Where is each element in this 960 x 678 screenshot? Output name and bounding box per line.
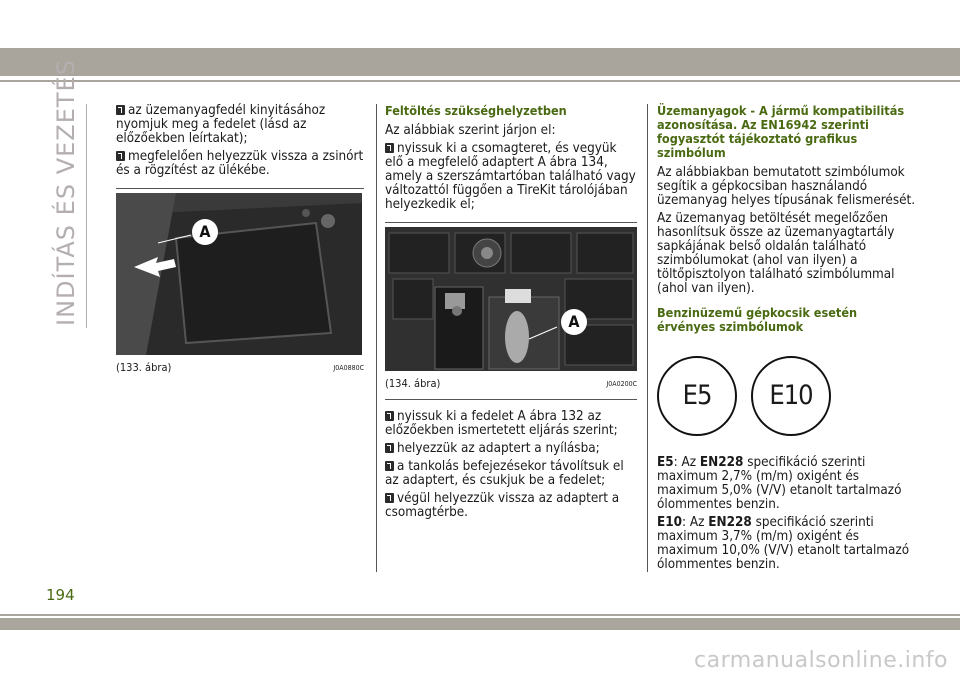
bullet-text: nyissuk ki a fedelet A ábra 132 az előzőekben ismertetett eljárás szerint; — [385, 409, 618, 438]
bottom-band — [0, 618, 960, 630]
bullet-text: megfelelően helyezzük vissza a zsinórt és a rögzítést az ülékébe. — [116, 149, 364, 178]
fuel-text: specifikáció szerinti maximum 2,7% (m/m) oxigént és maximum 5,0% (V/V) etanolt tartalmazó ólommentes benzin. — [657, 455, 902, 512]
e5-symbol: E5 — [657, 356, 737, 436]
page-number: 194 — [46, 586, 75, 604]
bullet-text: helyezzük az adaptert a nyílásba; — [397, 441, 600, 456]
checkbox-bullet-icon — [385, 493, 394, 503]
bullet-item — [116, 104, 364, 146]
standard-code: EN228 — [708, 515, 752, 530]
bullet-text: végül helyezzük vissza az adaptert a csomagtérbe. — [385, 491, 620, 520]
figure-caption: (133. ábra) — [116, 361, 172, 374]
column-1 — [116, 104, 364, 375]
watermark[interactable]: carmanualsonline.info — [694, 648, 948, 673]
section-heading: Feltöltés szükséghelyzetben — [385, 103, 567, 118]
column-2 — [385, 104, 637, 524]
bullet-item — [116, 150, 364, 178]
figure-133-image — [116, 193, 362, 355]
tool-box-illustration — [385, 227, 637, 371]
figure-134-image — [385, 227, 637, 371]
checkbox-bullet-icon — [385, 443, 394, 453]
bullet-item — [385, 410, 637, 438]
intro-text: Az alábbiak szerint járjon el: — [385, 123, 556, 138]
column-divider — [647, 104, 648, 572]
bullet-text: nyissuk ki a csomagteret, és vegyük elő a megfelelő adaptert A ábra 134, amely a szerszámtartóban található vagy változattól függően a TireKit tárolójában helyezkedik el; — [385, 141, 636, 212]
section-side-title: INDÍTÁS ÉS VEZETÉS — [52, 59, 80, 326]
checkbox-bullet-icon — [385, 411, 394, 421]
fuel-text: specifikáció szerinti maximum 3,7% (m/m) oxigént és maximum 10,0% (V/V) etanolt tartalmazó ólommentes benzin. — [657, 515, 910, 572]
e5-description — [657, 456, 919, 512]
paragraph: Az üzemanyag betöltését megelőzően hasonlítsuk össze az üzemanyagtartály sapkájának belső oldalán található szimbólumokat (ahol van ilyen) a töltőpisztolyon található szimbólummal (ahol van ilyen). — [657, 211, 895, 296]
bullet-item — [385, 142, 637, 212]
side-title-rule — [86, 104, 87, 328]
checkbox-bullet-icon — [116, 105, 125, 115]
trunk-side-panel-illustration — [116, 193, 362, 355]
standard-code: EN228 — [699, 455, 744, 470]
checkbox-bullet-icon — [385, 143, 394, 153]
bullet-text: az üzemanyagfedél kinyitásához nyomjuk meg a fedelet (lásd az előzőekben leírtakat); — [116, 103, 326, 146]
bullet-item — [385, 442, 637, 456]
checkbox-bullet-icon — [385, 461, 394, 471]
top-rule — [0, 80, 960, 82]
fuel-text: : Az — [682, 515, 709, 530]
paragraph: Az alábbiakban bemutatott szimbólumok segítik a gépkocsiban használandó üzemanyag helyes típusának felismerését. — [657, 165, 916, 208]
figure-134-caption-row — [385, 377, 637, 391]
figure-top-rule — [385, 222, 637, 223]
e10-description — [657, 516, 919, 572]
e10-symbol: E10 — [751, 356, 831, 436]
bottom-rule — [0, 614, 960, 616]
fuel-code: E5 — [657, 455, 674, 470]
column-divider — [376, 104, 377, 572]
section-heading: Benzinüzemű gépkocsik esetén érvényes szimbólumok — [657, 305, 858, 334]
fuel-text: : Az — [673, 455, 700, 470]
figure-code: J0A0880C — [333, 364, 364, 372]
callout-a-label: A — [561, 309, 587, 335]
bullet-item — [385, 492, 637, 520]
bullet-text: a tankolás befejezésekor távolítsuk el az adaptert, és csukjuk be a fedelet; — [385, 459, 624, 488]
figure-top-rule — [116, 188, 364, 189]
figure-133-caption-row — [116, 361, 364, 375]
fuel-code: E10 — [657, 515, 682, 530]
figure-code: J0A0200C — [606, 380, 637, 388]
figure-bottom-rule — [385, 399, 637, 400]
figure-caption: (134. ábra) — [385, 377, 441, 390]
callout-a-label: A — [192, 219, 218, 245]
column-3 — [657, 104, 919, 576]
bullet-item — [385, 460, 637, 488]
top-band — [0, 48, 960, 76]
checkbox-bullet-icon — [116, 151, 125, 161]
fuel-symbols — [657, 356, 919, 436]
section-heading: Üzemanyagok - A jármű kompatibilitás azonosítása. Az EN16942 szerinti fogyasztót tájékoztató grafikus szimbólum — [657, 103, 905, 160]
